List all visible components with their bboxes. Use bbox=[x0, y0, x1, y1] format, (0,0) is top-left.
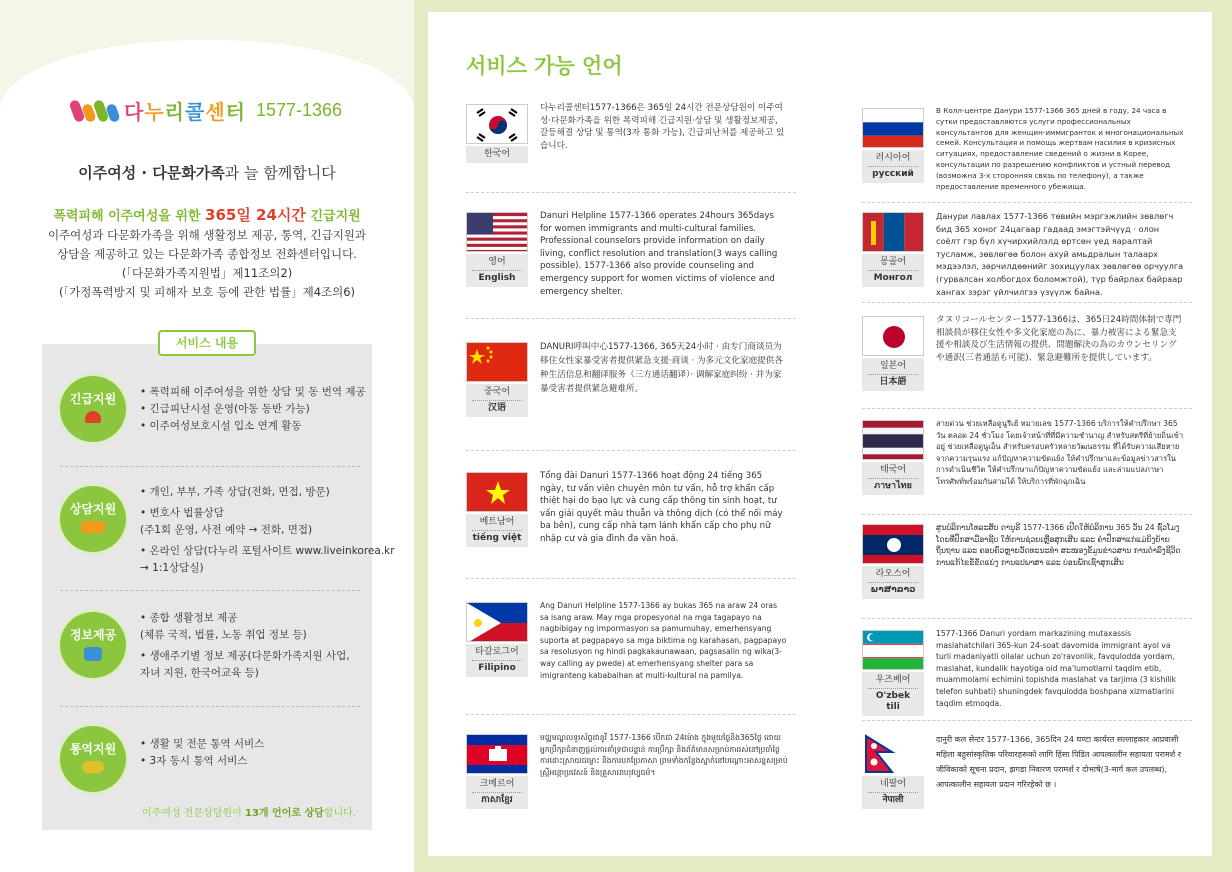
logo-phone-number: 1577-1366 bbox=[255, 100, 343, 120]
thailand-flag-icon bbox=[862, 420, 924, 460]
divider bbox=[466, 578, 796, 579]
languages-title: 서비스 가능 언어 bbox=[466, 54, 623, 78]
left-panel bbox=[0, 0, 414, 872]
magnifier-icon bbox=[84, 647, 102, 661]
cambodia-flag-icon bbox=[466, 734, 528, 774]
logo-name: 다누리콜센터 bbox=[124, 100, 246, 124]
service-circle: 정보제공 bbox=[60, 612, 126, 678]
china-flag-icon bbox=[466, 342, 528, 382]
language-label: 중국어 汉语 bbox=[466, 384, 528, 417]
south-korea-flag-icon bbox=[466, 104, 528, 144]
divider bbox=[60, 706, 360, 707]
language-label: 러시아어 русский bbox=[862, 150, 924, 183]
language-text: В Колл-центре Данури 1577-1366 365 дней в году, 24 часа в сутки предоставляются услуги профессиональных консультантов для женщин-иммигранток и многонациональных семей. Консультация и помощь жертвам насилия в кризисных ситуациях, предоставление сведений о жизни в Корее, консультации по разрешению конфликтов и устный перевод (возможна 3-х сторонняя связь по телефону), а также предоставление временного убежища. bbox=[936, 106, 1184, 191]
language-text: สายด่วน ช่วยเหลือดูนูรีเฮ้ หมายเลข 1577-1366 บริการให้คำปรึกษา 365 วัน ตลอด 24 ชั่วโมง โดยเจ้าหน้าที่ที่มีความชำนาญ สำหรับสตรีที่ย้ายถิ่นเข้าอยู่ ช่วยเหลือดูนูเอ็น สำหรับครอบครัวหลายวัฒนธรรม ที่ได้รับความเสียหายจากความรุนแรง แก้ปัญหาความขัดแย้ง ให้คำปรึกษาและข้อมูลข่าวสารในการดำเนินชีวิต ให้คำปรึกษาแก้ปัญหาความขัดแย้ง และล่ามแปลภาษาโทรศัพท์พร้อมกันสามได้ ให้บริการที่พักฉุกเฉิน bbox=[936, 419, 1184, 486]
language-label: 타갈로그어 Filipino bbox=[466, 644, 528, 677]
language-label: 한국어 bbox=[466, 146, 528, 163]
divider bbox=[862, 720, 1192, 721]
language-text: ສູນບໍລິການໂທລະສັບ ດານູຣີ 1577-1366 ເປີດໃຫ້ບໍລິການ 365 ວັນ 24 ຊົ່ວໂມງ ໂດຍທີ່ປຶກສາມືອາຊີບ ໃຫ້ການຊ່ວຍເຫຼືອສຸກເສີນ ແລະ ຄຳປຶກສາແກ່ແມ່ຍິງຍ້າຍຖິ່ນຖານ ແລະ ຄອບຄົວຫຼາຍວັດທະນະທຳ ສະໜອງຂໍ້ມູນຂ່າວສານ ການດຳລົງຊີວິດ ການແກ້ໄຂຂໍ້ຂັດແຍ່ງ ການແປພາສາ ແລະ ບ່ອນພັກເຊົາສຸກເສີນ bbox=[936, 523, 1181, 567]
service-list: • 생활 및 전문 통역 서비스 • 3자 동시 통역 서비스 bbox=[140, 738, 265, 767]
divider bbox=[862, 618, 1192, 619]
siren-icon bbox=[85, 411, 101, 423]
language-text: 1577-1366 Danuri yordam markazining mutaxassis maslahatchilari 365-kun 24-soat davomida immigrant ayol va turli madaniyatli oilalar uchun zo'ravonlik, favqulodda yordam, maslahat, kundalik hayotiga oid ma'lumotlarni taqdim etib, muammolarni echimini topishda maslahat va tarjima (3 kishilik telefon suhbati) shuningdek favqulodda boshpana xizmatlarini taqdim etmoqda. bbox=[936, 629, 1177, 708]
divider bbox=[466, 714, 796, 715]
divider bbox=[862, 302, 1192, 303]
tagline: 이주여성 · 다문화가족과 늘 함께합니다 bbox=[78, 164, 336, 182]
language-text: タヌリコールセンター1577-1366は、365日24時間体制で専門相談員が移住女性や多文化家庭の為に、暴力被害による緊急支援や相談及び生活情報の提供、問題解決の為のカウンセリングや通訳(三者通話も可能)、緊急避難所を提供しています。 bbox=[936, 315, 1182, 363]
divider bbox=[466, 450, 796, 451]
intro-text: 이주여성과 다문화가족을 위해 생활정보 제공, 통역, 긴급지원과 상담을 제공하고 있는 다문화가족 종합정보 전화센터입니다. (「다문화가족지원법」제11조의2) (「가정폭력방지 및 피해자 보호 등에 관한 법률」제4조의6) bbox=[47, 228, 367, 299]
language-text: 다누리콜센터1577-1366은 365일 24시간 전문상담원이 이주여성·다문화가족을 위한 폭력피해 긴급지원·상담 및 생활정보제공, 갈등해결 상담 및 통역(3자 통화 가능), 긴급피난처를 제공하고 있습니다. bbox=[540, 103, 785, 151]
language-label: 우즈베어 O'zbek tili bbox=[862, 672, 924, 716]
divider bbox=[862, 202, 1192, 203]
service-list: • 종합 생활정보 제공 (체류 국적, 법률, 노동 취업 정보 등) • 생애주기별 정보 제공(다문화가족지원 사업, 자녀 지원, 한국어교육 등) bbox=[140, 612, 350, 679]
people-logo-icon bbox=[72, 100, 118, 122]
language-label: 영어 English bbox=[466, 254, 528, 287]
language-label: 베트남어 tiếng việt bbox=[466, 514, 528, 547]
philippines-flag-icon bbox=[466, 602, 528, 642]
language-label: 태국어 ภาษาไทย bbox=[862, 462, 924, 495]
right-panel bbox=[428, 12, 1212, 856]
divider bbox=[60, 590, 360, 591]
language-text: Tổng đài Danuri 1577-1366 hoạt động 24 tiếng 365 ngày, tư vấn viên chuyên môn tư vấn, hỗ trợ khẩn cấp thiệt hại do bạo lực và cung cấp thông tin sinh hoạt, tư vấn giải quyết mâu thuẫn và thông dịch (có thể nối máy ba bên), cung cấp nhà tạm lánh khẩn cấp cho phụ nữ nhập cư và gia đình đa văn hoá. bbox=[540, 471, 783, 544]
divider bbox=[60, 466, 360, 467]
language-label: 몽골어 Монгол bbox=[862, 254, 924, 287]
language-text: Ang Danuri Helpline 1577-1366 ay bukas 365 na araw 24 oras sa isang araw. May mga propesyonal na mga tagapayo na nagbibigay ng impormasyon sa pamumuhay, emerhensyang suporta at pagpapayo sa mga biktima ng karahasan, pagpapayo sa resolusyon ng hindi pagkakaunawaan, pagsasalin ng wika(3-way calling ay pwede) at emerhensyang shelter para sa imigranteng kababaihan at multi-kultural na pamilya. bbox=[540, 601, 787, 680]
japan-flag-icon bbox=[862, 316, 924, 356]
language-text: DANURI呼叫中心1577-1366, 365天24小时 · 由专门商谈员为移住女性家暴受害者提供紧急支援·商谈 · 为多元文化家庭提供各种生活信息和翻译服务（三方通话翻译）· 调解家庭纠纷 · 并为家暴受害者提供紧急避难所。 bbox=[540, 342, 783, 394]
danuri-logo bbox=[72, 96, 342, 125]
laos-flag-icon bbox=[862, 524, 924, 564]
language-text: Данури лавлах 1577-1366 төвийн мэргэжлийн зөвлөгч бид 365 хоног 24цагаар гадаад эмэгтэйчүүд · олон соёлт гэр бүл хүчирхийлэлд өртсөн үед яаралтай тусламж, зөвлөгөө болон ахуй амьдралын талаарх мэдээлэл, зөрчилдөөнийг зохицуулах зөвлөгөө орчуулга (гурвалсан холбогдох боломжтой), түр байрлах байраар хангах зэрэг үйлчилгээ үзүүлж байна. bbox=[936, 211, 1184, 297]
support-heading: 폭력피해 이주여성을 위한 365일 24시간 긴급지원 bbox=[53, 206, 361, 224]
service-circle: 통역지원 bbox=[60, 726, 126, 792]
people-icon bbox=[81, 521, 105, 533]
language-label: 라오스어 ພາສາລາວ bbox=[862, 566, 924, 599]
divider bbox=[862, 408, 1192, 409]
service-list: • 폭력피해 이주여성을 위한 상담 및 동 번역 제공 • 긴급피난시설 운영(아동 동반 가능) • 이주여성보호시설 입소 연계 활동 bbox=[140, 386, 366, 432]
divider bbox=[466, 192, 796, 193]
service-circle: 긴급지원 bbox=[60, 376, 126, 442]
mongolia-flag-icon bbox=[862, 212, 924, 252]
language-text: មជ្ឈមណ្ឌលទូរស័ព្ទដានូរី 1577-1366 បើកជា 24ម៉ោង ក្នុងមួយថ្ងៃនិង365ថ្ងៃ ដោយអ្នកប្រឹក្សាជំនាញផ្តល់ការគាំទ្រជាបន្ទាន់ ការប្រឹក្សា និងព័ត៌មានសម្រាប់ការរស់នៅប្រចាំថ្ងៃ ការដោះស្រាយជម្លោះ និងការបកប្រែភាសា ព្រមទាំងកន្លែងស្នាក់នៅបណ្តោះអាសន្នសម្រាប់ស្ត្រីអន្តោប្រវេសន៍ និងគ្រួសារពហុវប្បធម៌។ bbox=[540, 733, 788, 777]
service-note: 이주여성 전문상담원이 13개 언어로 상담합니다. bbox=[142, 808, 356, 819]
language-text: Danuri Helpline 1577-1366 operates 24hours 365days for women immigrants and multi-cultural families. Professional counselors provide information on daily living, conflict resolution and translation(3 ways calling possible). 1577-1366 also provide counseling and emergency support for women victims of violence and emergency shelter. bbox=[540, 211, 778, 297]
language-label: 일본어 日本語 bbox=[862, 358, 924, 391]
usa-flag-icon bbox=[466, 212, 528, 252]
nepal-flag-icon bbox=[862, 734, 924, 774]
language-text: दानुरी कल सेन्टर 1577-1366, 365दिन 24 घण्टा कार्यरत सल्लाहकार आप्रवासी महिला बहुसांस्कृतिक परिवारहरूको लागि हिंसा पिडित आपत्कालीन सहायता परामर्श र जीविकाको सूचना प्रदान, झगडा निवारण परामर्श र दोभाषे(3-मार्ग कल उपलब्ध), आपत्कालीन सहायता प्रदान गरिरहेको छ । bbox=[936, 735, 1181, 789]
service-circle: 상담지원 bbox=[60, 486, 126, 552]
divider bbox=[466, 318, 796, 319]
russia-flag-icon bbox=[862, 108, 924, 148]
vietnam-flag-icon bbox=[466, 472, 528, 512]
uzbekistan-flag-icon bbox=[862, 630, 924, 670]
language-label: 크메르어 ភាសាខ្មែរ bbox=[466, 776, 528, 809]
service-title: 서비스 내용 bbox=[158, 330, 256, 356]
divider bbox=[862, 514, 1192, 515]
language-label: 네팔어 नेपाली bbox=[862, 776, 924, 809]
speech-icon bbox=[82, 761, 104, 773]
service-list: • 개인, 부부, 가족 상담(전화, 면접, 방문) • 변호사 법률상담 (주1회 운영, 사전 예약 → 전화, 면접) • 온라인 상담(다누리 포털사이트 www.liveinkorea.kr → 1:1상담실) bbox=[140, 486, 395, 574]
